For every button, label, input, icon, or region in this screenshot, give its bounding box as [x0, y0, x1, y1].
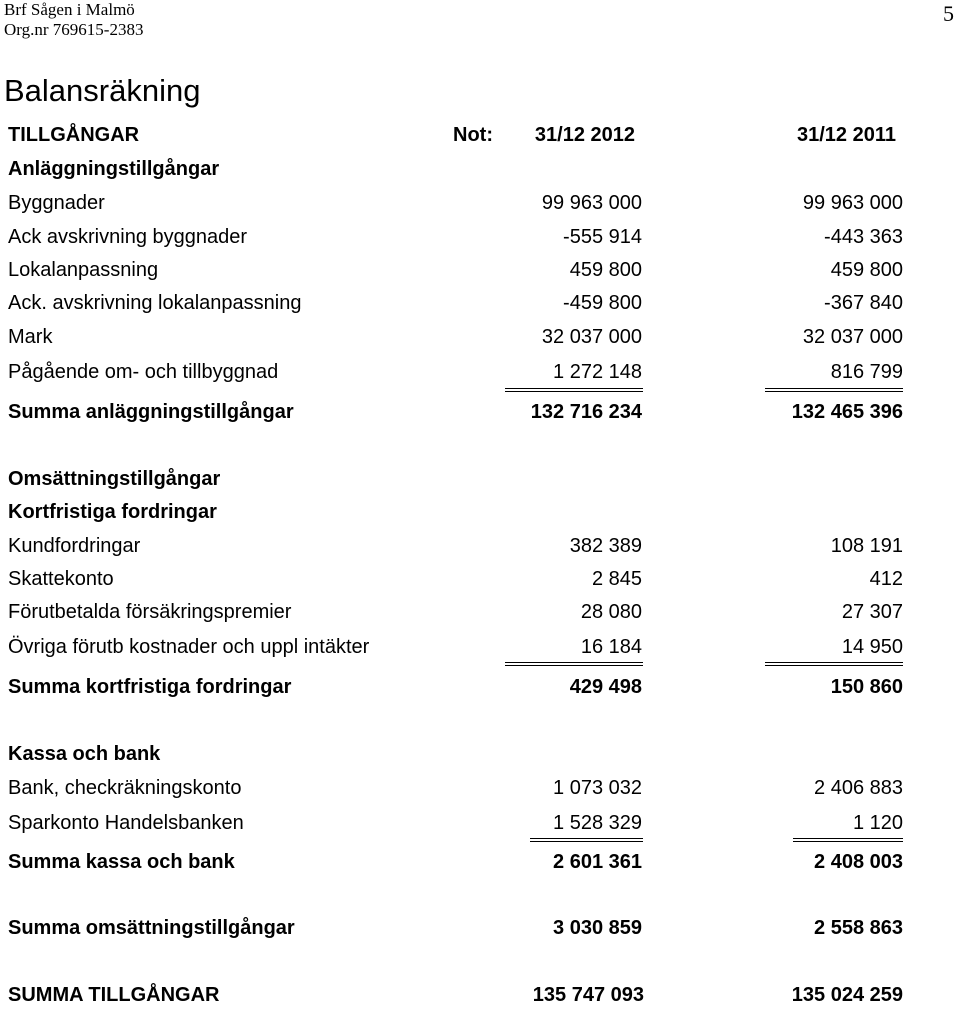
table-row	[0, 529, 960, 563]
sum-2011: 2 408 003	[814, 851, 903, 873]
sum-2011: 2 558 863	[814, 917, 903, 939]
row-label: Sparkonto Handelsbanken	[8, 812, 244, 834]
sum-2012: 3 030 859	[553, 917, 642, 939]
sum-label: Summa kortfristiga fordringar	[8, 676, 292, 698]
sum-2012: 2 601 361	[553, 851, 642, 873]
value-2012: -555 914	[563, 226, 642, 248]
table-row	[0, 595, 960, 629]
page-number: 5	[943, 1, 954, 26]
row-label: Övriga förutb kostnader och uppl intäkter	[8, 636, 370, 658]
table-row	[0, 253, 960, 287]
grand-total-2011: 135 024 259	[791, 984, 903, 1006]
value-2011: 2 406 883	[814, 777, 903, 799]
row-label: Förutbetalda försäkringspremier	[8, 601, 292, 623]
double-underline	[530, 838, 643, 842]
note-column-header: Not:	[453, 124, 493, 146]
grand-total-row	[0, 978, 960, 1012]
group-heading	[0, 152, 960, 186]
year-2011-header: 31/12 2011	[797, 124, 896, 146]
double-underline	[765, 662, 903, 666]
grand-total-label: SUMMA TILLGÅNGAR	[8, 984, 220, 1006]
double-underline	[505, 388, 643, 392]
group-heading	[0, 462, 960, 496]
org-number: Org.nr 769615-2383	[4, 20, 144, 39]
value-2011: 27 307	[841, 601, 903, 623]
table-row	[0, 286, 960, 320]
value-2012: 28 080	[580, 601, 642, 623]
value-2012: 16 184	[580, 636, 642, 658]
row-label: Ack. avskrivning lokalanpassning	[8, 292, 302, 314]
sum-label: Summa omsättningstillgångar	[8, 917, 295, 939]
row-label: Pågående om- och tillbyggnad	[8, 361, 279, 383]
table-row	[0, 806, 960, 840]
row-label: Bank, checkräkningskonto	[8, 777, 242, 799]
value-2011: 32 037 000	[802, 326, 903, 348]
row-label: Skattekonto	[8, 568, 114, 590]
subgroup-heading	[0, 495, 960, 529]
table-row	[0, 320, 960, 354]
group-heading-label: Omsättningstillgångar	[8, 468, 221, 490]
value-2011: 412	[869, 568, 903, 590]
value-2011: -443 363	[824, 226, 903, 248]
sum-label: Summa kassa och bank	[8, 851, 235, 873]
sum-2012: 132 716 234	[530, 401, 642, 423]
subgroup-heading-label: Kassa och bank	[8, 743, 161, 765]
sum-label: Summa anläggningstillgångar	[8, 401, 294, 423]
value-2011: -367 840	[824, 292, 903, 314]
value-2011: 108 191	[830, 535, 903, 557]
double-underline	[505, 662, 643, 666]
grand-total-2012: 135 747 093	[532, 984, 644, 1006]
value-2012: 1 272 148	[553, 361, 642, 383]
double-underline	[765, 388, 903, 392]
row-label: Kundfordringar	[8, 535, 141, 557]
value-2012: 1 073 032	[553, 777, 642, 799]
table-row	[0, 771, 960, 805]
table-row	[0, 630, 960, 664]
value-2012: 459 800	[569, 259, 642, 281]
value-2011: 14 950	[841, 636, 903, 658]
group-heading-label: Anläggningstillgångar	[8, 158, 220, 180]
table-row	[0, 220, 960, 254]
sum-row	[0, 670, 960, 704]
sum-row	[0, 395, 960, 429]
row-label: Ack avskrivning byggnader	[8, 226, 248, 248]
value-2012: -459 800	[563, 292, 642, 314]
sum-2012: 429 498	[569, 676, 642, 698]
sum-2011: 150 860	[830, 676, 903, 698]
value-2011: 459 800	[830, 259, 903, 281]
value-2011: 99 963 000	[802, 192, 903, 214]
page-title: Balansräkning	[4, 73, 201, 108]
year-2012-header: 31/12 2012	[534, 124, 635, 146]
value-2012: 382 389	[569, 535, 642, 557]
column-header-row	[0, 118, 960, 152]
value-2012: 1 528 329	[553, 812, 642, 834]
section-heading-tillgangar: TILLGÅNGAR	[8, 124, 140, 146]
table-row	[0, 186, 960, 220]
value-2011: 1 120	[852, 812, 903, 834]
sum-row-omsattning	[0, 911, 960, 945]
value-2012: 32 037 000	[541, 326, 642, 348]
row-label: Lokalanpassning	[8, 259, 159, 281]
subgroup-heading	[0, 737, 960, 771]
sum-row	[0, 845, 960, 879]
value-2011: 816 799	[830, 361, 903, 383]
org-name: Brf Sågen i Malmö	[4, 0, 135, 19]
table-row	[0, 562, 960, 596]
value-2012: 99 963 000	[541, 192, 642, 214]
double-underline	[793, 838, 903, 842]
table-row	[0, 355, 960, 389]
row-label: Byggnader	[8, 192, 105, 214]
sum-2011: 132 465 396	[791, 401, 903, 423]
subgroup-heading-label: Kortfristiga fordringar	[8, 501, 217, 523]
value-2012: 2 845	[591, 568, 642, 590]
row-label: Mark	[8, 326, 53, 348]
